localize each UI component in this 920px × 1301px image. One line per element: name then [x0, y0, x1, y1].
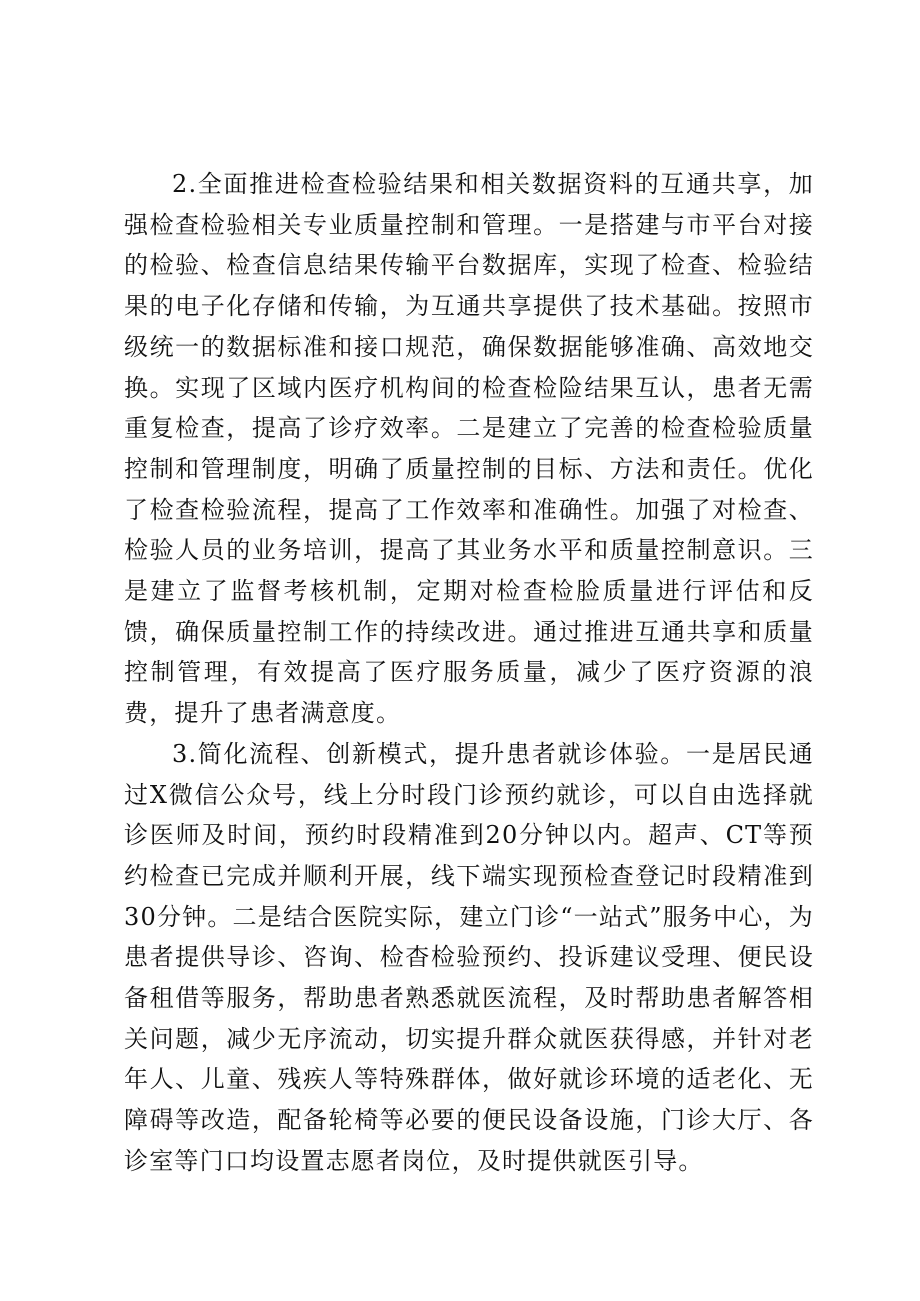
body-text: [124, 164, 814, 1182]
paragraph-item-3: 3.简化流程、创新模式，提升患者就诊体验。一是居民通过X微信公众号，线上分时段门诊预约就诊，可以自由选择就诊医师及时间，预约时段精准到20分钟以内。超声、CT等预约检查已完成并顺利开展，线下端实现预检查登记时段精准到30分钟。二是结合医院实际，建立门诊“一站式”服务中心，为患者提供导诊、咨询、检杳检验预约、投诉建议受理、便民设备租借等服务，帮助患者熟悉就医流程，及时帮助患者解答相关问题，减少无序流动，切实提升群众就医获得感，并针对老年人、儿童、残疾人等特殊群体，做好就诊环境的适老化、无障碍等改造，配备轮椅等必要的便民设备设施，门诊大厅、各诊室等门口均设置志愿者岗位，及时提供就医引导。: [124, 739, 814, 1175]
paragraph-item-2: 2.全面推进检查检验结果和相关数据资料的互通共享，加强检查检验相关专业质量控制和管理。一是搭建与市平台对接的检验、检查信息结果传输平台数据库，实现了检查、检验结果的电子化存储和传输，为互通共享提供了技术基础。按照市级统一的数据标准和接口规范，确保数据能够准确、高效地交换。实现了区域内医疗机构间的检查检险结果互认，患者无需重复检查，提高了诊疗效率。二是建立了完善的检查检验质量控制和管理制度，明确了质量控制的目标、方法和责任。优化了检查检验流程，提高了工作效率和准确性。加强了对检查、检验人员的业务培训，提高了其业务水平和质量控制意识。三是建立了监督考核机制，定期对检查检脸质量进行评估和反馈，确保质量控制工作的持续改进。通过推进互通共享和质量控制管理，有效提高了医疗服务质量，减少了医疗资源的浪费，提升了患者满意度。: [124, 170, 814, 728]
